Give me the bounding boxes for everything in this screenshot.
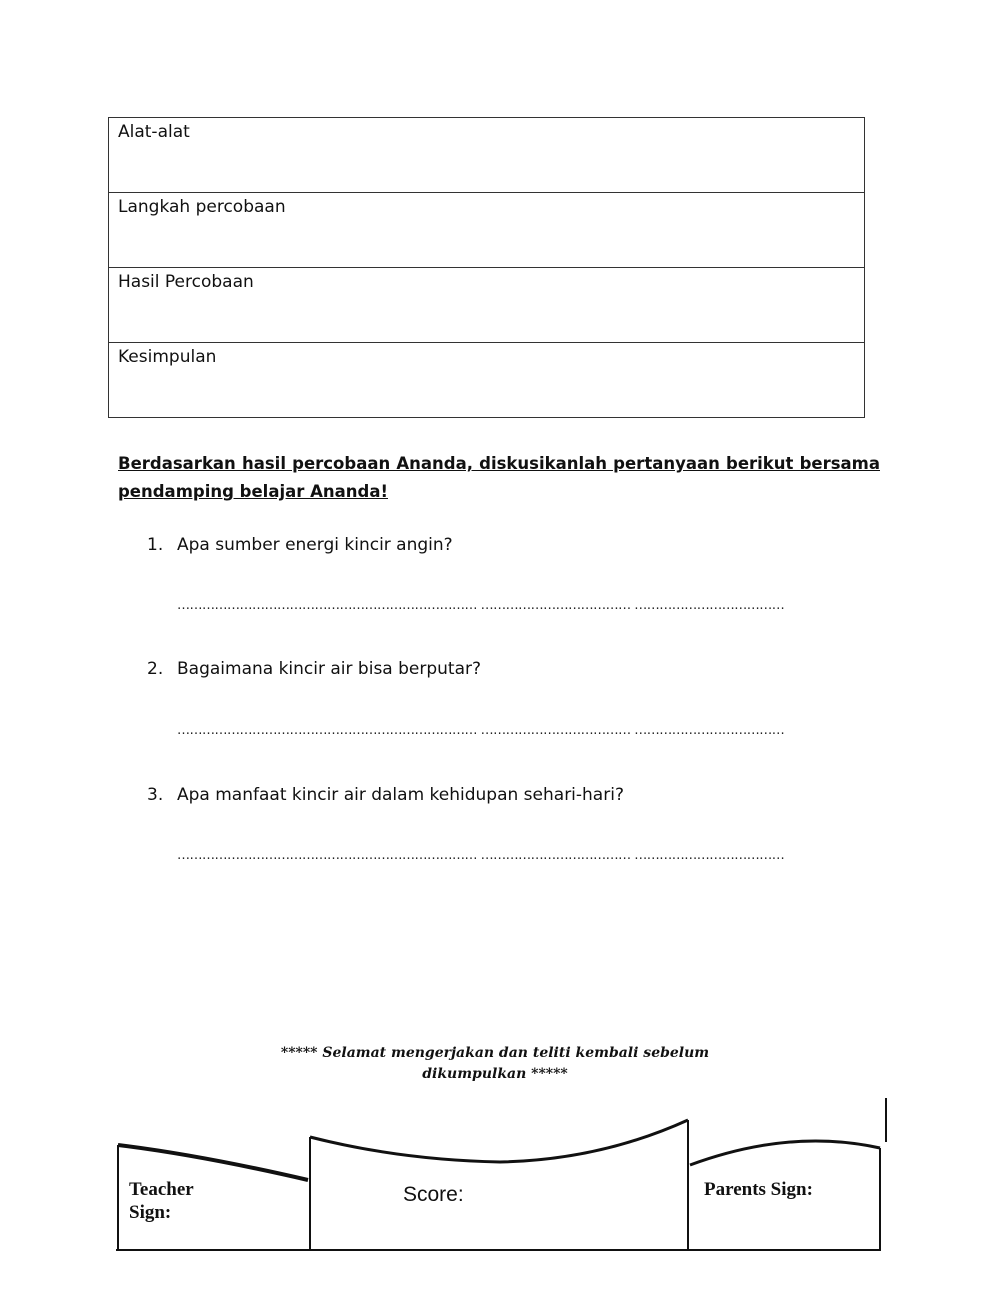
question-text: Apa sumber energi kincir angin? <box>177 535 453 555</box>
parents-sign-label: Parents Sign: <box>704 1179 813 1200</box>
score-box-top <box>310 1120 688 1162</box>
instruction-text: Berdasarkan hasil percobaan Ananda, diskusikanlah pertanyaan berikut bersama pendamping belajar Ananda! <box>118 454 880 501</box>
question-number: 1. <box>147 535 164 555</box>
row-label: Langkah percobaan <box>118 197 286 217</box>
question-number: 2. <box>147 659 164 679</box>
question-text: Bagaimana kincir air bisa berputar? <box>177 659 482 679</box>
answer-line-3[interactable]: ……………………………………………………………… ……………………………… ……………………………… <box>177 848 785 863</box>
score-label: Score: <box>403 1183 464 1206</box>
answer-line-1[interactable]: ……………………………………………………………… ……………………………… ……………………………… <box>177 598 785 613</box>
question-number: 3. <box>147 785 164 805</box>
teacher-box-outline <box>118 1145 308 1180</box>
row-label: Alat-alat <box>118 122 190 142</box>
row-label: Hasil Percobaan <box>118 272 254 292</box>
teacher-sign-label: Teacher Sign: <box>129 1179 194 1223</box>
row-label: Kesimpulan <box>118 347 217 367</box>
answer-line-2[interactable]: ……………………………………………………………… ……………………………… ……………………………… <box>177 723 785 738</box>
question-text: Apa manfaat kincir air dalam kehidupan sehari-hari? <box>177 785 624 805</box>
parents-box-top <box>690 1141 880 1165</box>
closing-message: ***** Selamat mengerjakan dan teliti kembali sebelum dikumpulkan ***** <box>280 1045 710 1082</box>
